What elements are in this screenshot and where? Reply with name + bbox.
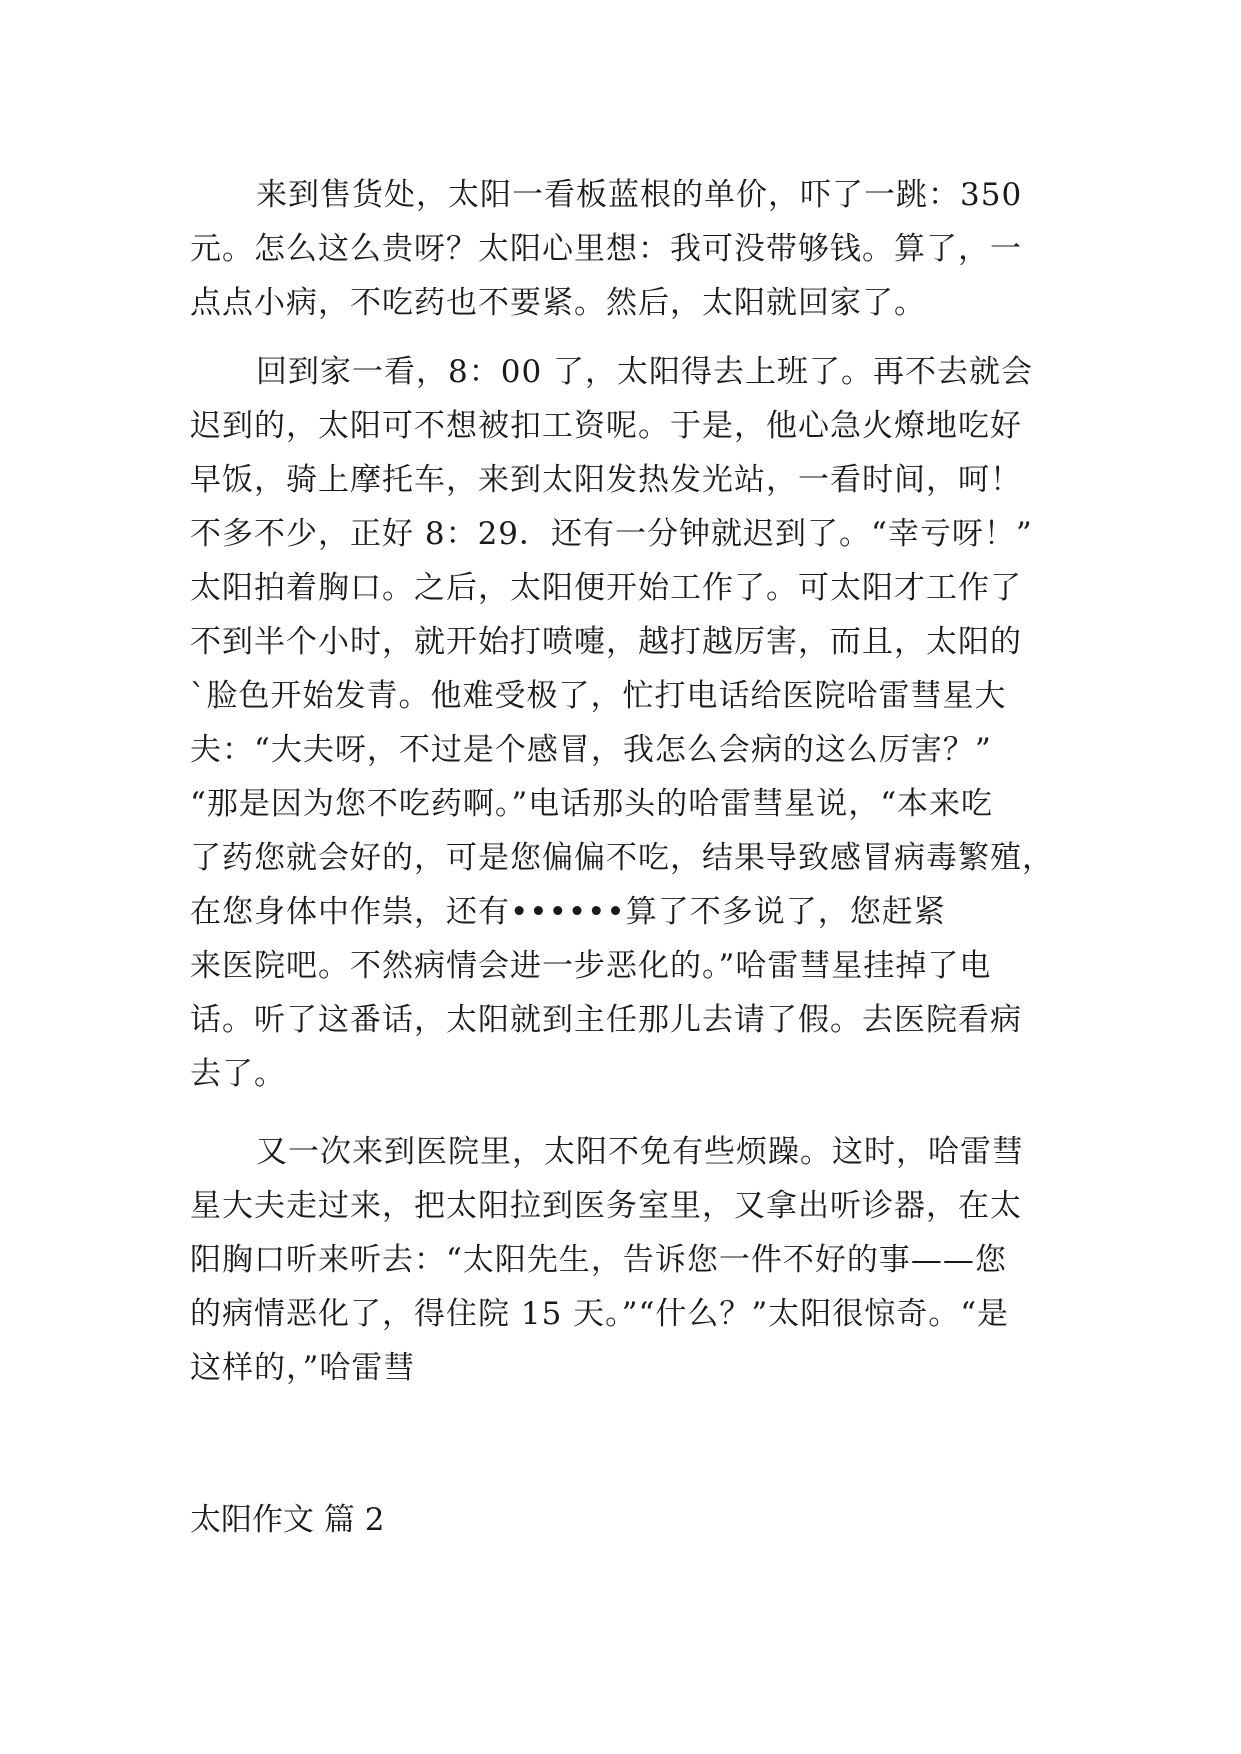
paragraph-2-line-4: 不多不少，正好 8：29．还有一分钟就迟到了。“幸亏呀！” bbox=[190, 516, 1033, 552]
paragraph-2-line-9: “那是因为您不吃药啊。”电话那头的哈雷彗星说，“本来吃 bbox=[190, 786, 994, 822]
paragraph-2-line-3: 早饭，骑上摩托车，来到太阳发热发光站，一看时间，呵！ bbox=[190, 462, 1022, 498]
paragraph-3-line-1: 又一次来到医院里，太阳不免有些烦躁。这时，哈雷彗 bbox=[256, 1134, 1024, 1170]
paragraph-1-line-1: 来到售货处，太阳一看板蓝根的单价，吓了一跳：350 bbox=[256, 177, 1023, 213]
paragraph-2-line-6: 不到半个小时，就开始打喷嚏，越打越厉害，而且，太阳的 bbox=[190, 624, 1022, 660]
paragraph-2-line-12: 来医院吧。不然病情会进一步恶化的。”哈雷彗星挂掉了电 bbox=[190, 948, 992, 984]
paragraph-3-line-3: 阳胸口听来听去：“太阳先生，告诉您一件不好的事——您 bbox=[190, 1242, 1007, 1278]
paragraph-1-line-2: 元。怎么这么贵呀？太阳心里想：我可没带够钱。算了，一 bbox=[190, 231, 1022, 267]
paragraph-2-line-2: 迟到的，太阳可不想被扣工资呢。于是，他心急火燎地吃好 bbox=[190, 408, 1022, 444]
paragraph-2-line-7: `脸色开始发青。他难受极了，忙打电话给医院哈雷彗星大 bbox=[190, 678, 1007, 714]
paragraph-2-line-10: 了药您就会好的，可是您偏偏不吃，结果导致感冒病毒繁殖， bbox=[190, 840, 1054, 876]
section-heading: 太阳作文 篇 2 bbox=[190, 1502, 385, 1538]
paragraph-3-line-5: 这样的，”哈雷彗 bbox=[190, 1350, 416, 1386]
paragraph-2-line-1: 回到家一看，8：00 了，太阳得去上班了。再不去就会 bbox=[256, 354, 1034, 390]
paragraph-2-line-11: 在您身体中作祟，还有••••••算了不多说了，您赶紧 bbox=[190, 894, 946, 930]
paragraph-2-line-5: 太阳拍着胸口。之后，太阳便开始工作了。可太阳才工作了 bbox=[190, 570, 1022, 606]
paragraph-3-line-4: 的病情恶化了，得住院 15 天。”“什么？”太阳很惊奇。“是 bbox=[190, 1296, 1010, 1332]
paragraph-2-line-14: 去了。 bbox=[190, 1056, 286, 1092]
paragraph-2-line-13: 话。听了这番话，太阳就到主任那儿去请了假。去医院看病 bbox=[190, 1002, 1022, 1038]
paragraph-1-line-3: 点点小病，不吃药也不要紧。然后，太阳就回家了。 bbox=[190, 285, 926, 321]
paragraph-2-line-8: 夫：“大夫呀，不过是个感冒，我怎么会病的这么厉害？” bbox=[190, 732, 992, 768]
paragraph-3-line-2: 星大夫走过来，把太阳拉到医务室里，又拿出听诊器，在太 bbox=[190, 1188, 1022, 1224]
